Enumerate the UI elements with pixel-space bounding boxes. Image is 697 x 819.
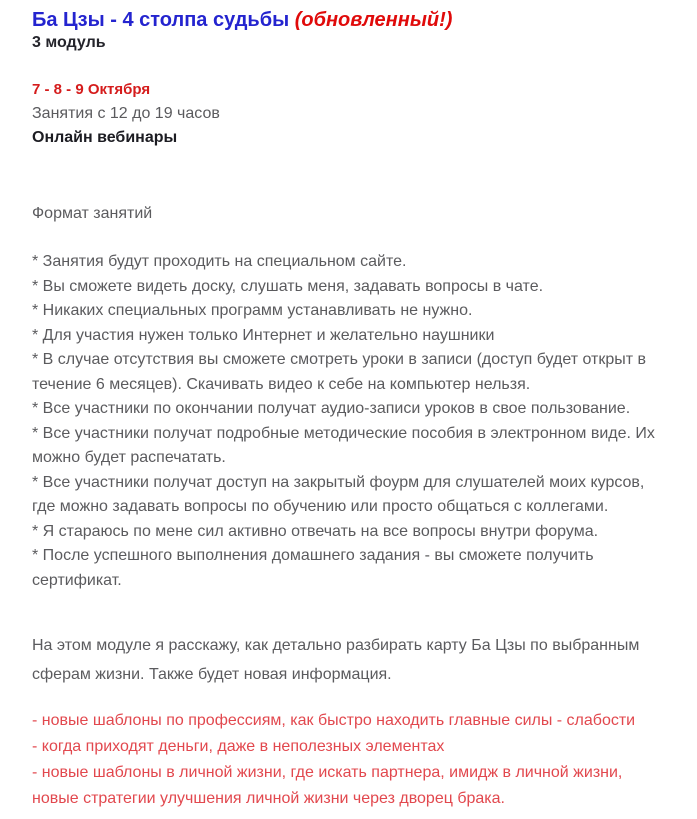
course-title-updated-badge: (обновленный!) <box>294 9 453 31</box>
format-list-item: * Занятия будут проходить на специальном сайте. <box>32 253 407 270</box>
format-list-item: * Все участники получат доступ на закрытый фоурм для слушателей моих курсов, где можно задавать вопросы по обучению или просто общаться с коллегами. <box>32 473 645 515</box>
module-number-label: 3 модуль <box>32 34 106 51</box>
highlights-list <box>32 708 667 812</box>
format-list-item: * Вы сможете видеть доску, слушать меня, задавать вопросы в чате. <box>32 277 544 295</box>
format-items-list <box>32 250 667 593</box>
highlight-item: - когда приходят деньги, даже в неполезных элементах <box>32 738 445 755</box>
highlight-item: - новые шаблоны в личной жизни, где искать партнера, имидж в личной жизни, новые стратегии улучшения личной жизни через дворец брака. <box>32 764 623 807</box>
module-description: На этом модуле я расскажу, как детально разбирать карту Ба Цзы по выбранным сферам жизни. Также будет новая информация. <box>32 637 640 683</box>
course-dates: 7 - 8 - 9 Октября <box>32 81 151 98</box>
page-title <box>32 8 667 32</box>
webinar-format-label: Онлайн вебинары <box>32 129 178 146</box>
format-list-item: * Все участники получат подробные методические пособия в электронном виде. Их можно будет распечатать. <box>32 424 655 466</box>
format-list-item: * Я стараюсь по мене сил активно отвечать на все вопросы внутри форума. <box>32 522 599 540</box>
course-title-text: Ба Цзы - 4 столпа судьбы <box>32 9 290 31</box>
format-section-heading: Формат занятий <box>32 205 153 222</box>
highlight-item: - новые шаблоны по профессиям, как быстро находить главные силы - слабости <box>32 712 636 729</box>
format-list-item: * В случае отсутствия вы сможете смотреть уроки в записи (доступ будет открыт в течение 6 месяцев). Скачивать видео к себе на компьютер нельзя. <box>32 351 647 393</box>
format-list-item: * После успешного выполнения домашнего задания - вы сможете получить сертификат. <box>32 547 594 589</box>
format-list-item: * Для участия нужен только Интернет и желательно наушники <box>32 326 495 344</box>
format-list-item: * Все участники по окончании получат аудио-записи уроков в свое пользование. <box>32 400 631 417</box>
course-hours: Занятия с 12 до 19 часов <box>32 105 220 122</box>
format-list-item: * Никаких специальных программ устанавливать не нужно. <box>32 302 473 319</box>
